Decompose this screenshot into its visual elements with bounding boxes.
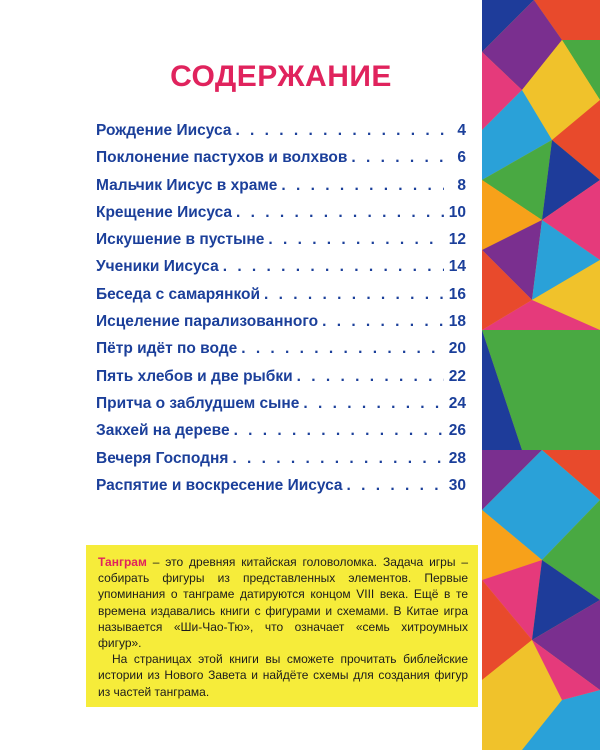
toc-item-page: 4 [457,122,466,139]
toc-item-page: 22 [448,367,466,385]
toc-item [96,204,466,231]
toc-leader-dots [264,286,444,304]
tangram-info-box [86,545,478,707]
toc-item [96,258,466,285]
toc-item [96,395,466,422]
toc-leader-dots [234,422,444,440]
toc-item-page: 10 [448,203,466,221]
toc-item [96,231,466,258]
toc-item [96,122,466,149]
toc-item-title: Закхей на дереве [96,422,230,440]
table-of-contents [96,122,466,504]
toc-leader-dots [303,395,444,413]
toc-item-page: 30 [448,476,466,494]
tangram-pattern [482,0,600,750]
toc-item-title: Притча о заблудшем сыне [96,394,300,412]
toc-item-page: 28 [448,449,466,467]
toc-item-page: 20 [448,340,466,358]
toc-item-title: Беседа с самарянкой [96,285,261,303]
toc-item-title: Ученики Иисуса [96,258,219,276]
info-paragraph [98,554,468,651]
info-term: Танграм [98,555,147,569]
toc-item [96,368,466,395]
info-text: – это древняя китайская головоломка. Задача игры – собирать фигуры из представленных элементов. Первые упоминания о танграме датируются концом VIII века. Ещё в те времена издавались книги с фигурами и схемами. В Китае игра называется «Ши-Чао-Тю», что означает «семь хитроумных фигур». [98,555,468,651]
toc-item-title: Распятие и воскресение Иисуса [96,476,343,494]
toc-item-title: Исцеление парализованного [96,313,319,331]
toc-item-page: 6 [457,149,466,167]
toc-item-title: Вечеря Господня [96,449,229,467]
toc-item-title: Крещение Иисуса [96,203,233,221]
toc-item-page: 18 [448,313,466,331]
toc-item [96,177,466,204]
toc-item [96,422,466,449]
toc-item-page: 26 [448,422,466,440]
toc-item-title: Рождение Иисуса [96,122,232,139]
toc-leader-dots [236,204,444,222]
toc-item-page: 16 [448,285,466,303]
toc-item-title: Поклонение пастухов и волхвов [96,149,348,167]
toc-item-title: Искушение в пустыне [96,231,265,249]
toc-leader-dots [281,177,444,195]
toc-item-title: Мальчик Иисус в храме [96,176,278,194]
page-title: СОДЕРЖАНИЕ [170,60,392,93]
toc-item-page: 12 [448,231,466,249]
toc-leader-dots [351,149,444,167]
toc-item [96,340,466,367]
toc-leader-dots [232,450,444,468]
info-paragraph: На страницах этой книги вы сможете прочитать библейские истории из Нового Завета и найдёте схемы для создания фигур из частей танграма. [98,652,468,699]
toc-item [96,477,466,504]
toc-item-page: 14 [448,258,466,276]
toc-leader-dots [322,313,444,331]
toc-leader-dots [241,340,444,358]
toc-item [96,313,466,340]
toc-leader-dots [235,122,444,140]
toc-item-title: Пять хлебов и две рыбки [96,367,293,385]
toc-item [96,450,466,477]
toc-leader-dots [268,231,444,249]
toc-item [96,286,466,313]
toc-item-page: 24 [448,394,466,412]
toc-leader-dots [223,258,444,276]
toc-item [96,149,466,176]
toc-leader-dots [347,477,444,495]
toc-leader-dots [297,368,444,386]
tangram-decoration-strip [482,0,600,750]
toc-item-page: 8 [457,176,466,194]
toc-item-title: Пётр идёт по воде [96,340,238,358]
